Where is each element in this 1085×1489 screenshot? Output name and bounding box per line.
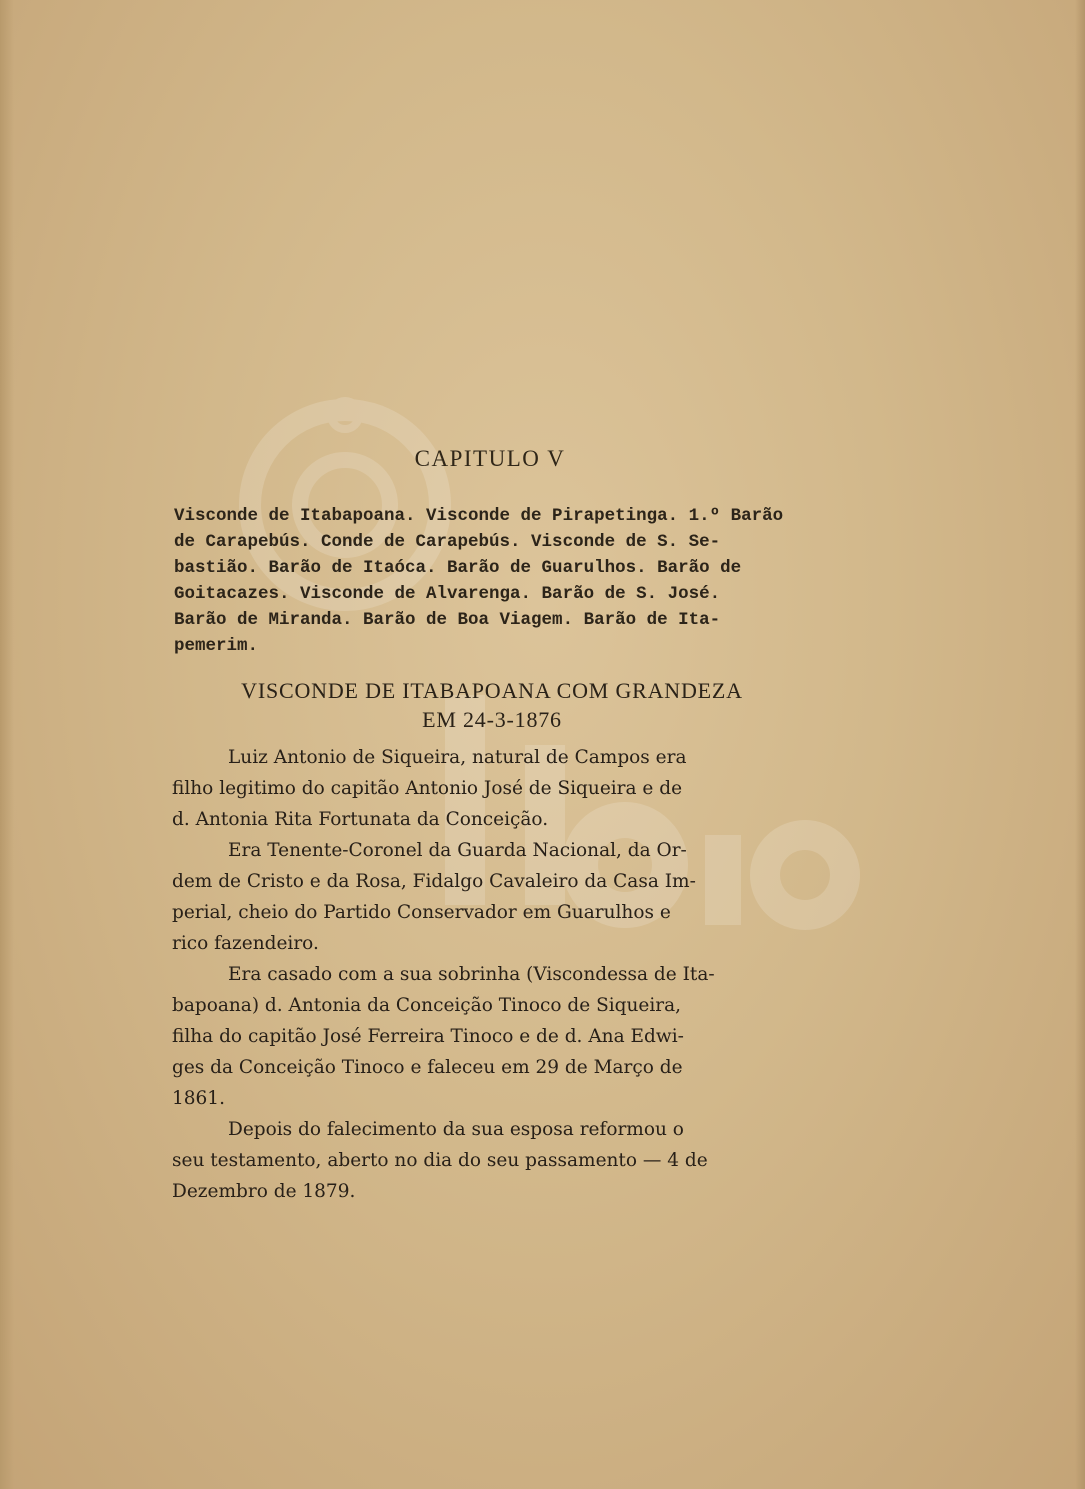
page-edge-shadow-left <box>0 0 14 1489</box>
summary-line: pemerim. <box>174 636 259 656</box>
paragraph-line: bapoana) d. Antonia da Conceição Tinoco de Siqueira, <box>172 995 682 1016</box>
paragraph-line: Depois do falecimento da sua esposa reformou o <box>228 1119 684 1140</box>
page-edge-shadow-right <box>1075 0 1085 1489</box>
summary-line: bastião. Barão de Itaóca. Barão de Guarulhos. Barão de <box>174 558 742 578</box>
paragraph-line: rico fazendeiro. <box>172 933 319 954</box>
chapter-summary <box>174 503 806 659</box>
paragraph-line: Dezembro de 1879. <box>172 1181 356 1202</box>
section-heading <box>172 676 812 734</box>
paragraph-line: Era Tenente-Coronel da Guarda Nacional, da Or- <box>228 840 687 861</box>
paragraph-line: filha do capitão José Ferreira Tinoco e de d. Ana Edwi- <box>172 1026 684 1047</box>
summary-line: Goitacazes. Visconde de Alvarenga. Barão de S. José. <box>174 584 721 604</box>
paragraph-line: Era casado com a sua sobrinha (Viscondessa de Ita- <box>228 964 715 985</box>
chapter-title: CAPITULO V <box>414 446 566 471</box>
paragraph-line: perial, cheio do Partido Conservador em Guarulhos e <box>172 902 671 923</box>
summary-line: Barão de Miranda. Barão de Boa Viagem. Barão de Ita- <box>174 610 721 630</box>
paragraph-line: ges da Conceição Tinoco e faleceu em 29 de Março de <box>172 1057 683 1078</box>
paragraph-line: d. Antonia Rita Fortunata da Conceição. <box>172 809 549 830</box>
section-heading-date: EM 24-3-1876 <box>422 707 562 732</box>
paragraph-line: seu testamento, aberto no dia do seu passamento — 4 de <box>172 1150 708 1171</box>
section-heading-line: VISCONDE DE ITABAPOANA COM GRANDEZA <box>241 678 743 703</box>
paragraph-line: dem de Cristo e da Rosa, Fidalgo Cavaleiro da Casa Im- <box>172 871 696 892</box>
summary-line: de Carapebús. Conde de Carapebús. Visconde de S. Se- <box>174 532 721 552</box>
paragraph-line: 1861. <box>172 1088 225 1109</box>
body-text <box>172 742 806 1207</box>
paragraph-line: filho legitimo do capitão Antonio José de Siqueira e de <box>172 778 683 799</box>
summary-line: Visconde de Itabapoana. Visconde de Pirapetinga. 1.º Barão <box>174 506 784 526</box>
paragraph-line: Luiz Antonio de Siqueira, natural de Campos era <box>228 747 687 768</box>
